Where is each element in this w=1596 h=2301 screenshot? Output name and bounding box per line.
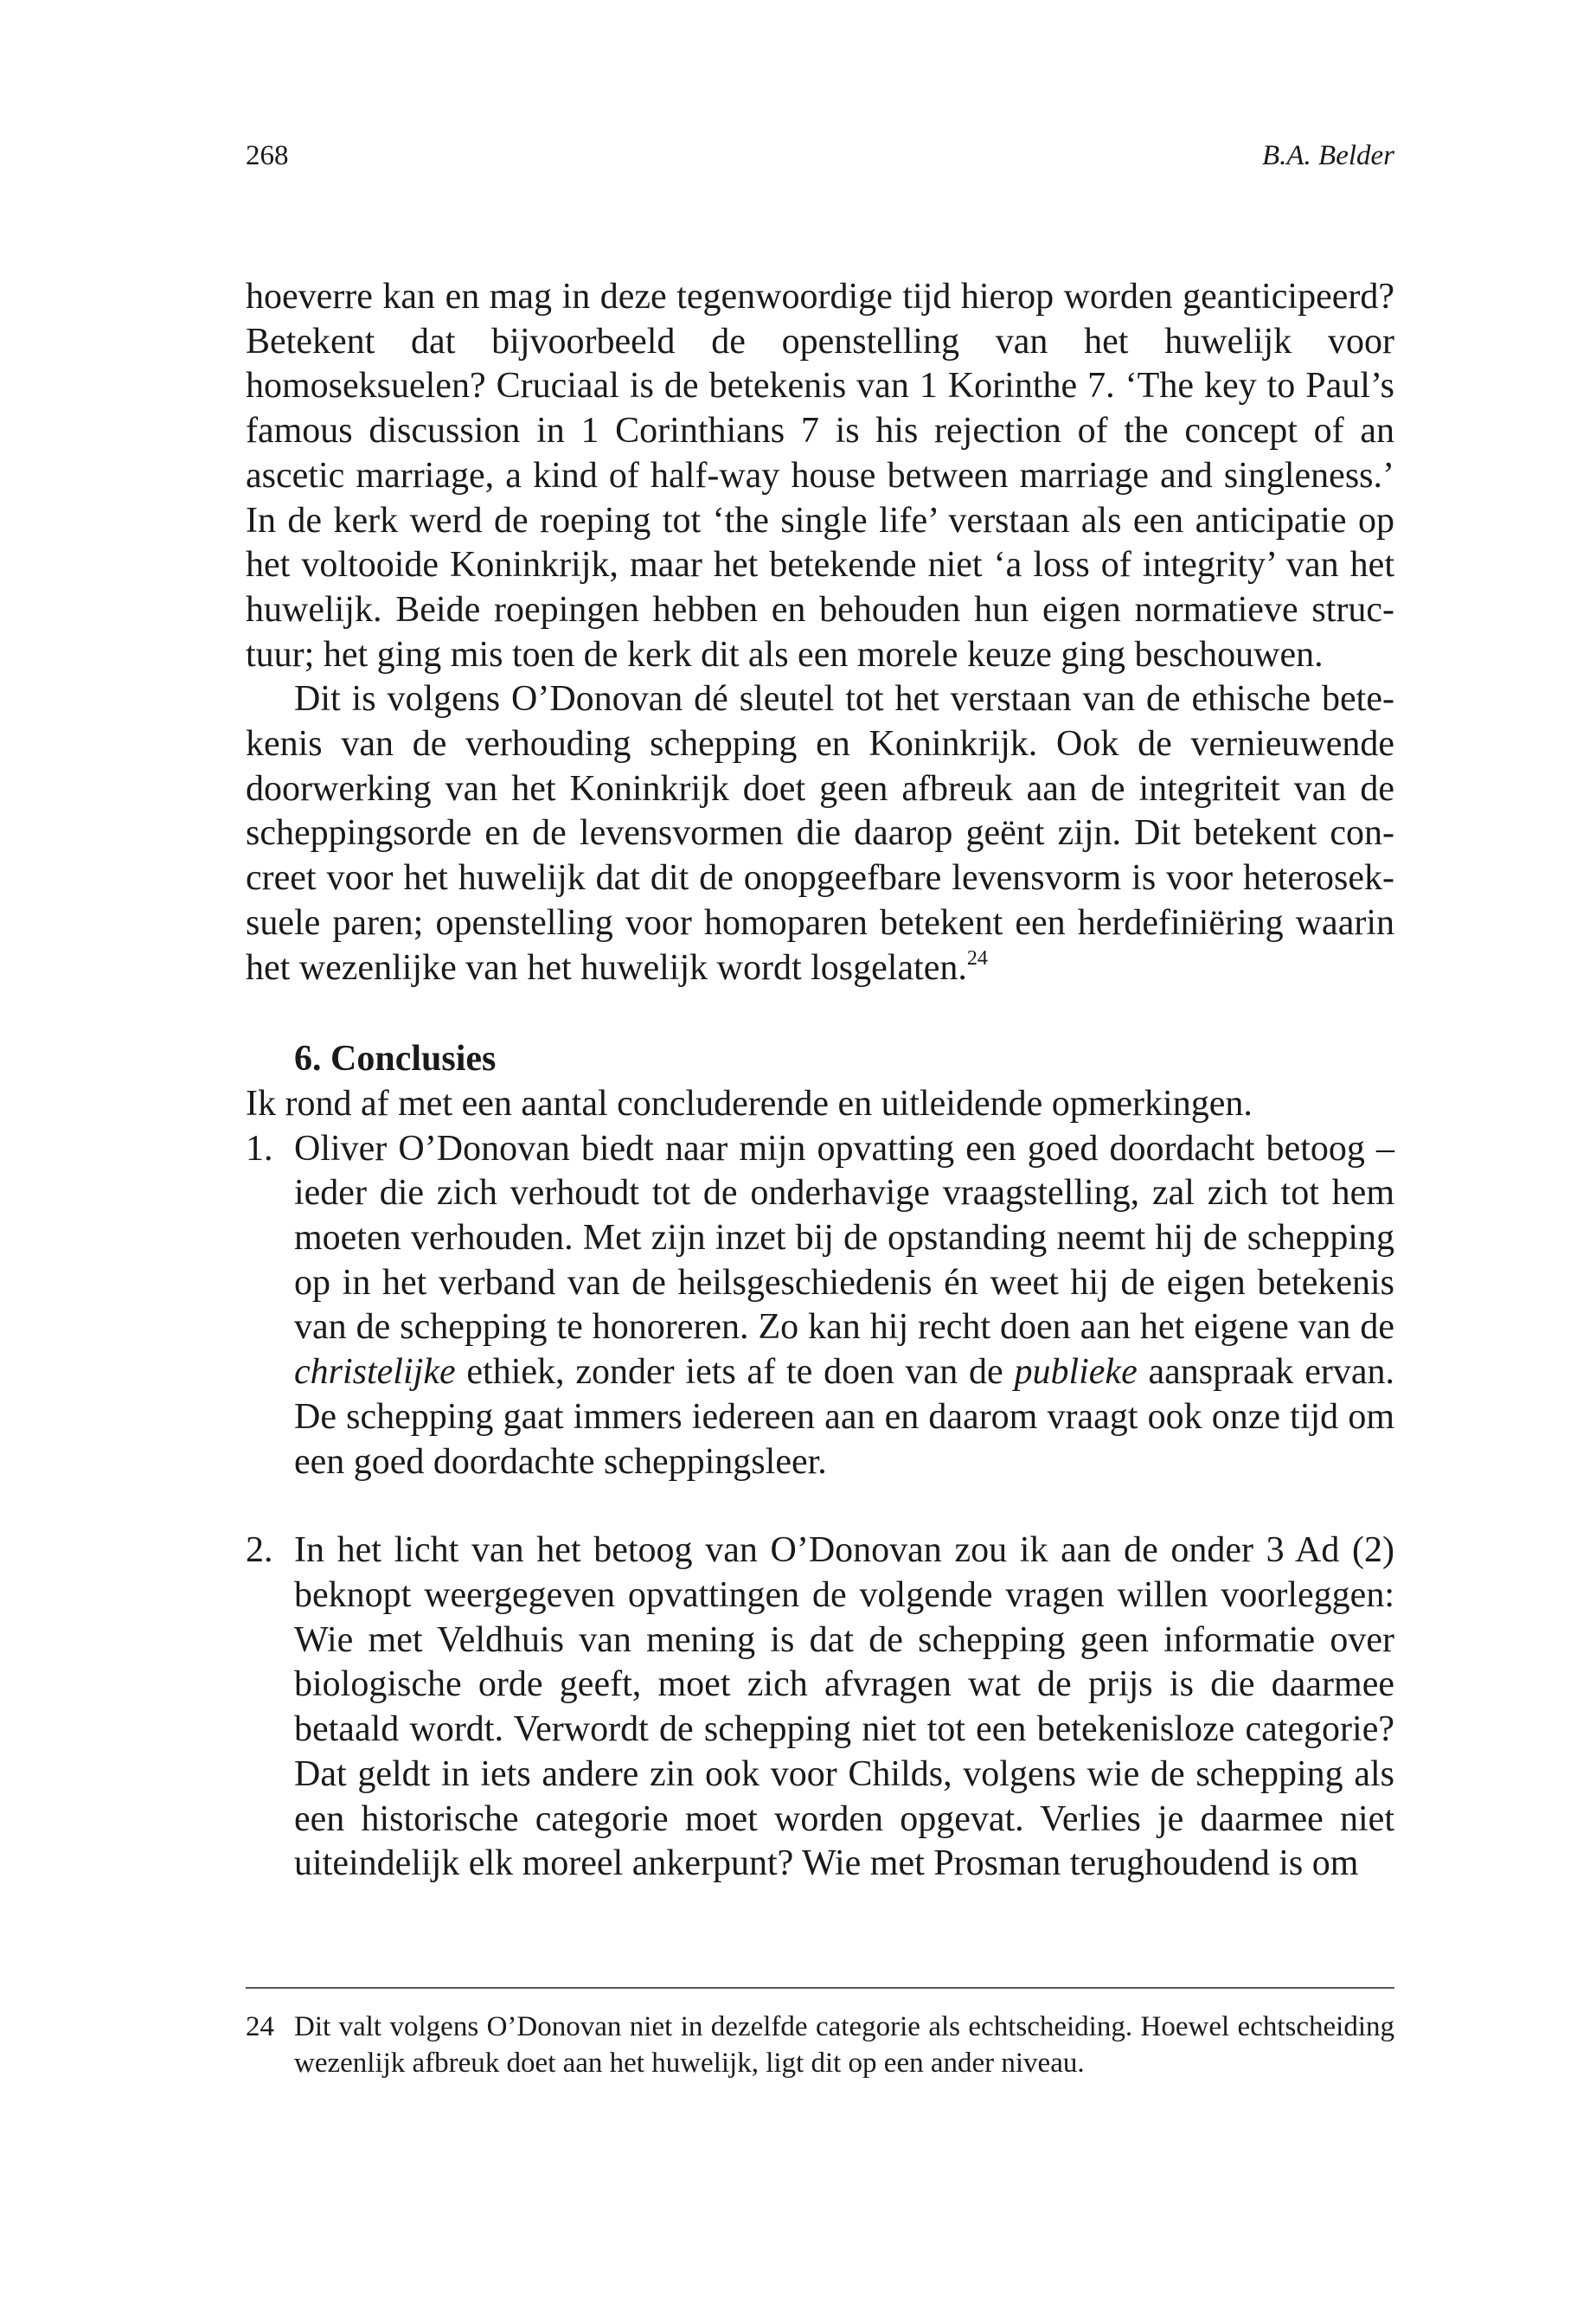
page-number: 268 — [246, 140, 289, 171]
list-item-text: In het licht van het betoog van O’Donovan zou ik aan de onder 3 Ad (2) beknopt weergegeven opvattingen de volgende vragen willen voorleggen: Wie met Veldhuis van mening is dat de schepping geen informatie over biologische orde geeft, moet zich afvragen wat de prijs is die daarmee betaald wordt. Verwordt de schepping niet tot een betekenisloze categorie? Dat geldt in iets andere zin ook voor Childs, volgens wie de schepping als een historische categorie moet worden opgevat. Verlies je daarmee niet uiteindelijk elk moreel ankerpunt? Wie met Prosman terughoudend is om — [294, 1530, 1394, 1884]
running-head: B.A. Belder — [1261, 140, 1394, 171]
list-item-text: Oliver O’Donovan biedt naar mijn opvatting een goed doordacht betoog – ieder die zich verhoudt tot de onderhavige vraagstelling, zal zich tot hem moeten verhouden. Met zijn inzet bij de opstanding neemt hij de schepping op in het verband van de heilsgeschiedenis én weet hij de eigen betekenis van de schepping te honoreren. Zo kan hij recht doen aan het eigene van de — [294, 1128, 1394, 1348]
list-item-text: ethiek, zonder iets af te doen van de — [455, 1352, 1015, 1393]
paragraph — [246, 677, 1394, 990]
footnote-text: Dit valt volgens O’Donovan niet in dezelfde categorie als echtscheiding. Hoewel echtscheiding wezenlijk afbreuk doet aan het huwelijk, ligt dit op een ander niveau. — [294, 2011, 1394, 2079]
list-item-number: 1. — [246, 1128, 273, 1169]
list-item-text: aanspraak ervan. De schepping gaat immers iedereen aan en daarom vraagt ook onze tijd om een goed doordachte scheppingsleer. — [294, 1352, 1394, 1482]
list-item — [246, 1529, 1394, 1887]
paragraph-text: Dit is volgens O’Donovan dé sleutel tot het verstaan van de ethische betekenis van de verhouding schepping en Koninkrijk. Ook de vernieuwende doorwerking van het Koninkrijk doet geen afbreuk aan de integriteit van de scheppingsorde en de levensvormen die daarop geënt zijn. Dit betekent concreet voor het huwelijk dat dit de onopgeefbare levensvorm is voor heteroseksuele paren; openstelling voor homoparen betekent een herdefiniëring waarin het wezenlijke van het huwelijk wordt losgelaten. — [246, 679, 1394, 988]
numbered-list — [246, 1127, 1394, 1887]
footnote-separator — [246, 1987, 1394, 1989]
page-header — [246, 140, 1394, 175]
list-item-number: 2. — [246, 1530, 273, 1571]
paragraph — [246, 275, 1394, 677]
emphasis-publieke: publieke — [1014, 1352, 1138, 1393]
body-text — [246, 275, 1394, 1887]
footnote-number: 24 — [246, 2011, 274, 2042]
section-intro: Ik rond af met een aantal concluderende en uitleidende opmerkingen. — [246, 1083, 1253, 1124]
footnote — [246, 2009, 1394, 2081]
emphasis-christelijke: christelijke — [294, 1352, 456, 1393]
section-heading: 6. Conclusies — [294, 1039, 497, 1080]
paragraph-text: hoeverre kan en mag in deze tegenwoordige tijd hierop worden geanticipeerd? Betekent dat bijvoorbeeld de openstelling van het huwelijk voor homoseksuelen? Cruciaal is de betekenis van 1 Korinthe 7. ‘The key to Paul’s famous discussion in 1 Corinthians 7 is his rejection of the concept of an ascetic marriage, a kind of half-way house between marriage and singleness.’ In de kerk werd de roeping tot ‘the single life’ verstaan als een anticipatie op het voltooide Koninkrijk, maar het betekende niet ‘a loss of integrity’ van het huwelijk. Beide roepingen hebben en behouden hun eigen normatieve structuur; het ging mis toen de kerk dit als een morele keuze ging beschouwen. — [246, 277, 1394, 675]
footnote-reference[interactable]: 24 — [966, 946, 988, 970]
list-item — [246, 1127, 1394, 1485]
